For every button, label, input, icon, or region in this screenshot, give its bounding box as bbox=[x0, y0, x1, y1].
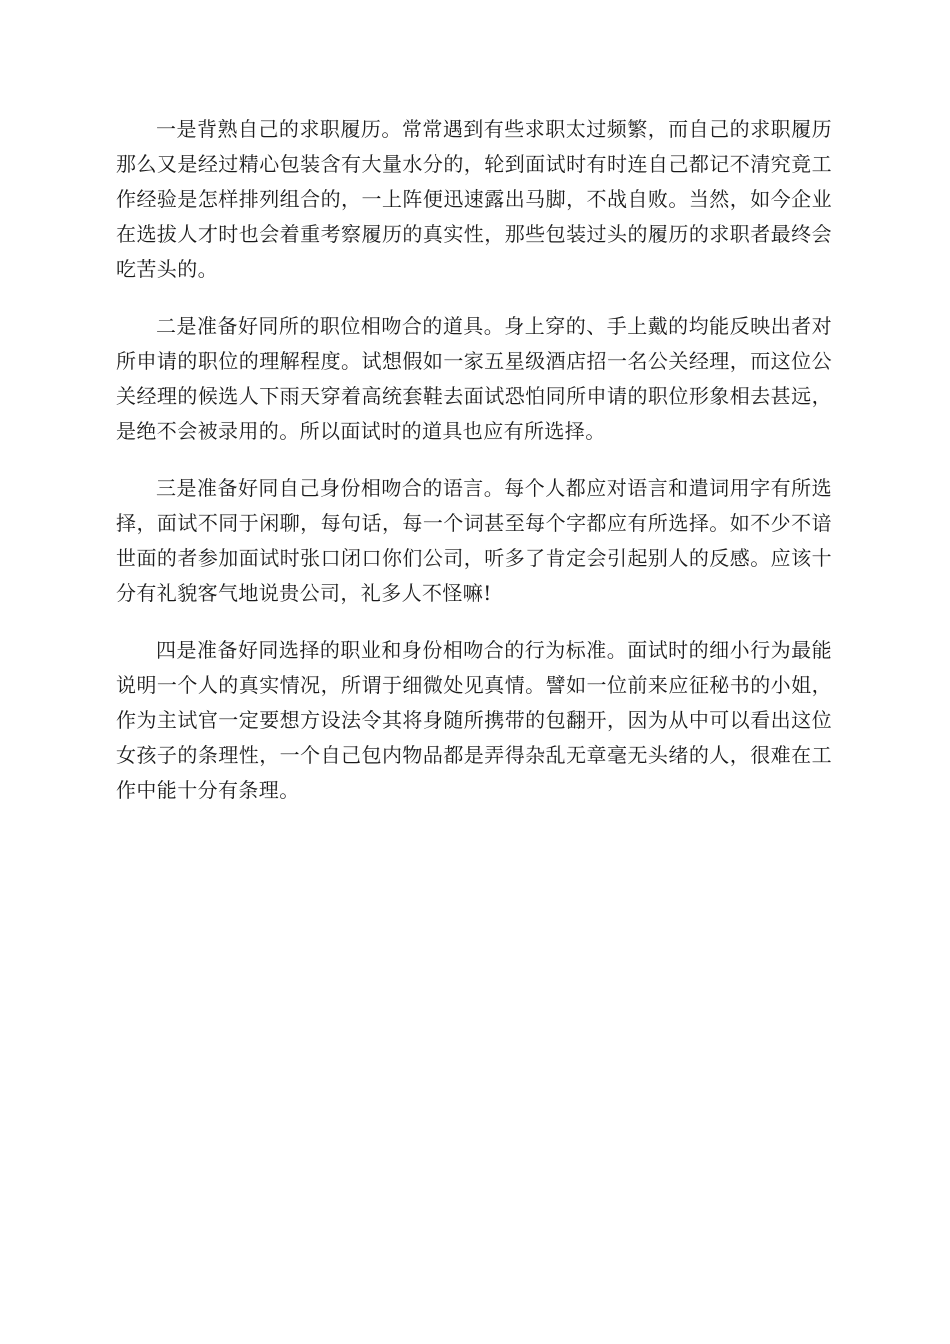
paragraph-3: 三是准备好同自己身份相吻合的语言。每个人都应对语言和遣词用字有所选择，面试不同于闲聊，每句话，每一个词甚至每个字都应有所选择。如不少不谙世面的者参加面试时张口闭口你们公司，听多了肯定会引起别人的反感。应该十分有礼貌客气地说贵公司，礼多人不怪嘛! bbox=[116, 476, 832, 605]
paragraph-1: 一是背熟自己的求职履历。常常遇到有些求职太过频繁，而自己的求职履历那么又是经过精心包装含有大量水分的，轮到面试时有时连自己都记不清究竟工作经验是怎样排列组合的，一上阵便迅速露出马脚，不战自败。当然，如今企业在选拔人才时也会着重考察履历的真实性，那些包装过头的履历的求职者最终会吃苦头的。 bbox=[116, 117, 832, 281]
paragraph-4: 四是准备好同选择的职业和身份相吻合的行为标准。面试时的细小行为最能说明一个人的真实情况，所谓于细微处见真情。譬如一位前来应征秘书的小姐，作为主试官一定要想方设法令其将身随所携带的包翻开，因为从中可以看出这位女孩子的条理性，一个自己包内物品都是弄得杂乱无章毫无头绪的人，很难在工作中能十分有条理。 bbox=[116, 638, 832, 802]
paragraph-2: 二是准备好同所的职位相吻合的道具。身上穿的、手上戴的均能反映出者对所申请的职位的理解程度。试想假如一家五星级酒店招一名公关经理，而这位公关经理的候选人下雨天穿着高统套鞋去面试恐怕同所申请的职位形象相去甚远，是绝不会被录用的。所以面试时的道具也应有所选择。 bbox=[116, 314, 832, 443]
document-body bbox=[116, 112, 832, 830]
